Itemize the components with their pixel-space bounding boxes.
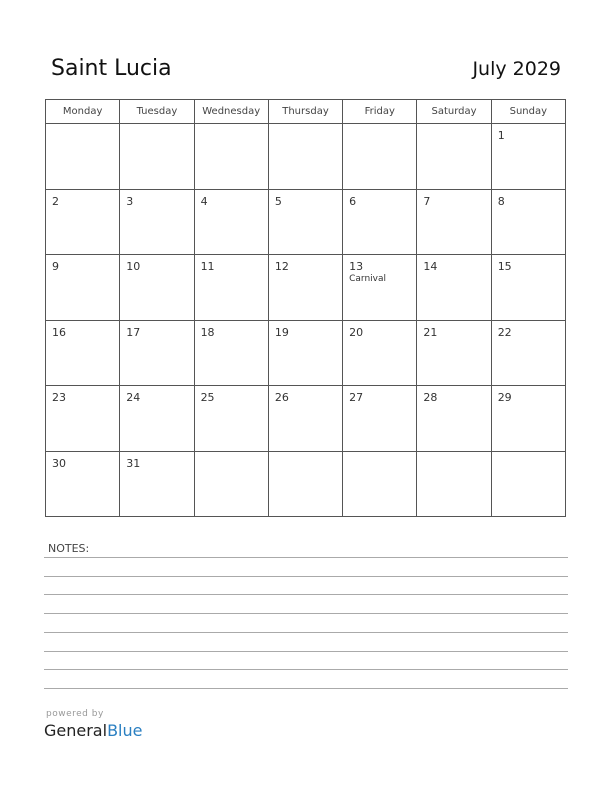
note-line	[44, 669, 568, 670]
week-row	[46, 451, 566, 517]
day-number: 29	[497, 391, 512, 404]
day-cell	[120, 189, 194, 255]
day-cell	[491, 189, 565, 255]
day-cell	[194, 255, 268, 321]
day-number: 6	[349, 194, 357, 208]
weekday-header: Friday	[343, 100, 417, 124]
day-cell	[268, 451, 342, 517]
weekday-header: Thursday	[268, 100, 342, 124]
calendar-grid	[45, 99, 566, 517]
weekday-header-row	[46, 100, 566, 124]
day-number: 15	[497, 260, 512, 273]
day-cell	[46, 386, 120, 452]
day-number: 27	[349, 391, 364, 404]
day-number: 8	[497, 194, 505, 208]
day-number: 3	[126, 194, 134, 208]
note-line	[44, 613, 568, 614]
day-number: 21	[423, 325, 438, 339]
day-number: 1	[497, 129, 505, 142]
note-line	[44, 576, 568, 577]
week-row	[46, 189, 566, 255]
day-number: 28	[423, 391, 438, 404]
day-cell	[120, 320, 194, 386]
day-cell	[46, 124, 120, 190]
day-number: 26	[274, 391, 289, 404]
day-cell	[268, 189, 342, 255]
day-cell	[194, 124, 268, 190]
brand-logo	[44, 721, 142, 741]
day-cell	[417, 189, 491, 255]
day-cell	[343, 124, 417, 190]
day-cell	[46, 255, 120, 321]
brand-general-text: General	[44, 721, 108, 740]
day-cell	[343, 386, 417, 452]
day-number: 13	[349, 260, 364, 273]
notes-label: NOTES:	[48, 542, 90, 555]
day-cell	[417, 386, 491, 452]
day-cell	[120, 124, 194, 190]
day-cell	[268, 386, 342, 452]
day-cell	[46, 320, 120, 386]
powered-by-text: powered by	[46, 709, 104, 719]
note-line	[44, 651, 568, 652]
day-number: 5	[274, 194, 282, 208]
day-cell	[417, 124, 491, 190]
day-number: 23	[52, 391, 66, 404]
day-number: 12	[274, 260, 289, 273]
day-cell	[120, 255, 194, 321]
month-year-title: July 2029	[472, 58, 561, 80]
day-number: 2	[52, 194, 59, 208]
weekday-header: Saturday	[417, 100, 491, 124]
day-cell	[343, 451, 417, 517]
day-cell	[268, 124, 342, 190]
day-cell	[194, 320, 268, 386]
day-cell	[343, 189, 417, 255]
day-number: 19	[274, 325, 289, 339]
day-cell	[343, 255, 417, 321]
day-cell	[491, 386, 565, 452]
day-number: 4	[200, 194, 208, 208]
day-number: 18	[200, 325, 215, 339]
day-cell	[120, 386, 194, 452]
weekday-header: Sunday	[491, 100, 565, 124]
week-row	[46, 255, 566, 321]
day-number: 14	[423, 260, 438, 273]
day-cell	[491, 451, 565, 517]
day-number: 11	[200, 260, 215, 273]
note-line	[44, 594, 568, 595]
day-cell	[194, 451, 268, 517]
country-title: Saint Lucia	[51, 56, 172, 81]
day-number: 7	[423, 194, 431, 208]
day-cell	[120, 451, 194, 517]
note-line	[44, 688, 568, 689]
day-cell	[46, 451, 120, 517]
week-row	[46, 124, 566, 190]
day-cell	[194, 386, 268, 452]
holiday-label: Carnival	[349, 274, 387, 284]
day-number: 31	[126, 456, 141, 470]
weekday-header: Tuesday	[120, 100, 194, 124]
day-number: 20	[349, 325, 364, 339]
day-number: 16	[52, 325, 66, 339]
day-cell	[417, 320, 491, 386]
weekday-header: Wednesday	[194, 100, 268, 124]
day-number: 10	[126, 260, 141, 273]
brand-blue-text: Blue	[107, 721, 143, 740]
day-number: 9	[52, 260, 59, 273]
day-cell	[417, 451, 491, 517]
day-number: 25	[200, 391, 215, 404]
week-row	[46, 320, 566, 386]
day-cell	[417, 255, 491, 321]
day-cell	[194, 189, 268, 255]
day-cell	[268, 255, 342, 321]
day-number: 17	[126, 325, 141, 339]
week-row	[46, 386, 566, 452]
day-cell	[46, 189, 120, 255]
day-cell	[491, 255, 565, 321]
day-number: 22	[497, 325, 512, 339]
day-cell	[268, 320, 342, 386]
note-line	[44, 557, 568, 558]
weekday-header: Monday	[46, 100, 120, 124]
day-number: 30	[52, 456, 66, 470]
day-cell	[491, 320, 565, 386]
day-cell	[343, 320, 417, 386]
note-line	[44, 632, 568, 633]
day-cell	[491, 124, 565, 190]
day-number: 24	[126, 391, 141, 404]
